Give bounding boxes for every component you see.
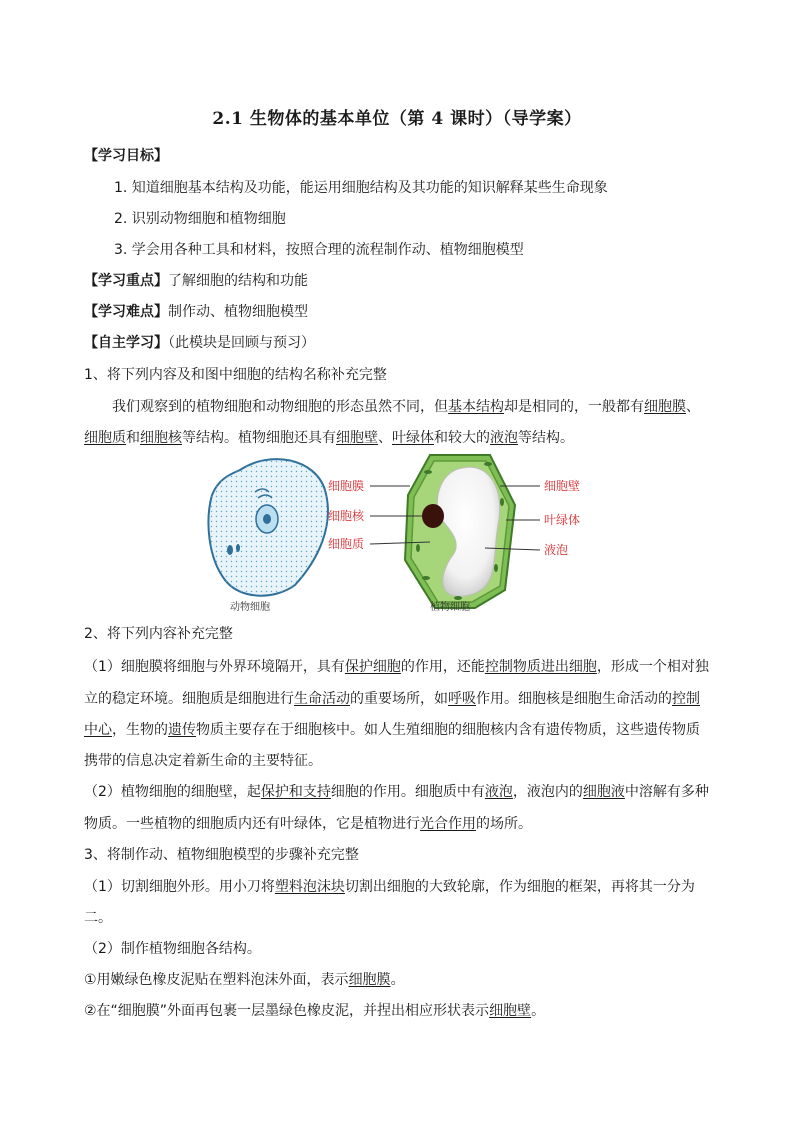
- text-span: 立的稳定环境。细胞质是细胞进行: [84, 691, 294, 707]
- text-span: （1）细胞膜将细胞与外界环境隔开，具有: [84, 659, 345, 675]
- answer-blank: 保护和支持: [260, 784, 331, 800]
- label-chloroplast: 叶绿体: [544, 513, 581, 527]
- answer-blank: 光合作用: [420, 816, 476, 832]
- q1-line-2: [84, 427, 574, 447]
- answer-blank: 呼吸: [448, 691, 476, 707]
- answer-blank: 液泡: [490, 430, 518, 446]
- text-span: 物质。一些植物的细胞质内还有叶绿体，它是植物进行: [84, 816, 420, 832]
- caption-plant: 植物细胞: [430, 602, 470, 613]
- text-span: （1）切割细胞外形。用小刀将: [84, 879, 275, 895]
- q2-p1-line-2: [84, 688, 700, 708]
- key-point-label: 【学习重点】: [84, 273, 168, 289]
- answer-blank: 塑料泡沫块: [274, 879, 345, 895]
- answer-blank: 控制物质进出细胞: [484, 659, 597, 675]
- text-span: 。: [531, 1003, 546, 1019]
- text-span: 、: [686, 399, 700, 415]
- q3-heading: 3、将制作动、植物细胞模型的步骤补充完整: [84, 847, 359, 863]
- answer-blank: 基本结构: [448, 399, 504, 415]
- self-study-text: （此模块是回顾与预习）: [168, 335, 315, 351]
- text-span: 物质主要存在于细胞核中。如人生殖细胞的细胞核内含有遗传物质，这些遗传物质: [196, 722, 700, 738]
- self-study: [84, 332, 315, 352]
- q3-s2: （2）制作植物细胞各结构。: [84, 941, 261, 957]
- q1-line-1: [112, 396, 700, 416]
- text-span: 的作用，还能: [400, 659, 485, 675]
- text-span: 作用。细胞核是细胞生命活动的: [476, 691, 672, 707]
- text-span: （2）植物细胞的细胞壁，起: [84, 784, 261, 800]
- answer-blank: 细胞膜: [644, 399, 686, 415]
- text-span: ，液泡内的: [512, 784, 583, 800]
- difficulty-text: 制作动、植物细胞模型: [168, 304, 308, 320]
- text-span: 却是相同的，一般都有: [504, 399, 644, 415]
- goal-item-3: 3. 学会用各种工具和材料，按照合理的流程制作动、植物细胞模型: [114, 242, 524, 258]
- text-span: ，形成一个相对独: [596, 659, 709, 675]
- q2-p1-line-1: [84, 656, 709, 676]
- label-vacuole: 液泡: [544, 543, 569, 557]
- answer-blank: 中心: [84, 722, 112, 738]
- answer-blank: 控制: [672, 691, 700, 707]
- text-span: 的重要场所，如: [350, 691, 448, 707]
- cell-diagram: [200, 450, 600, 616]
- q3-s2-item-2: [84, 1000, 545, 1020]
- key-point: [84, 270, 308, 290]
- self-study-label: 【自主学习】: [84, 335, 168, 351]
- answer-blank: 细胞膜: [348, 972, 391, 988]
- text-span: ①用嫩绿色橡皮泥贴在塑料泡沫外面，表示: [84, 972, 349, 988]
- answer-blank: 液泡: [484, 784, 513, 800]
- label-cell-membrane: 细胞膜: [328, 479, 365, 493]
- answer-blank: 遗传: [168, 722, 196, 738]
- answer-blank: 细胞质: [84, 430, 126, 446]
- text-span: 和较大的: [434, 430, 490, 446]
- caption-animal: 动物细胞: [230, 602, 270, 613]
- q3-s2-item-1: [84, 969, 405, 989]
- q1-heading: 1、将下列内容及和图中细胞的结构名称补充完整: [84, 367, 387, 383]
- answer-blank: 细胞壁: [336, 430, 378, 446]
- goal-item-1: 1. 知道细胞基本结构及功能，能运用细胞结构及其功能的知识解释某些生命现象: [114, 180, 608, 196]
- answer-blank: 叶绿体: [392, 430, 434, 446]
- difficulty-label: 【学习难点】: [84, 304, 168, 320]
- answer-blank: 细胞核: [140, 430, 182, 446]
- text-span: 等结构。植物细胞还具有: [182, 430, 336, 446]
- text-span: 细胞的作用。细胞质中有: [330, 784, 485, 800]
- q2-p2-line-2: [84, 813, 532, 833]
- label-nucleus: 细胞核: [328, 509, 365, 523]
- answer-blank: 细胞液: [582, 784, 625, 800]
- label-cell-wall: 细胞壁: [544, 479, 581, 493]
- q2-p1-line-4: 携带的信息决定着新生命的主要特征。: [84, 753, 322, 769]
- answer-blank: 细胞壁: [489, 1003, 532, 1019]
- plant-nucleus: [422, 504, 444, 528]
- text-span: 的场所。: [476, 816, 532, 832]
- animal-cell: [208, 459, 327, 596]
- goal-item-2: 2. 识别动物细胞和植物细胞: [114, 211, 286, 227]
- answer-blank: 保护细胞: [344, 659, 401, 675]
- key-point-text: 了解细胞的结构和功能: [168, 273, 308, 289]
- text-span: 和: [126, 430, 140, 446]
- q3-s1-line-2: 二。: [84, 910, 112, 926]
- text-span: ②在“细胞膜”外面再包裹一层墨绿色橡皮泥，并捏出相应形状表示: [84, 1003, 490, 1019]
- answer-blank: 生命活动: [294, 691, 350, 707]
- plant-cell: [405, 455, 515, 608]
- q2-heading: 2、将下列内容补充完整: [84, 626, 233, 642]
- q2-p2-line-1: [84, 781, 709, 801]
- goals-header: 【学习目标】: [84, 148, 168, 164]
- text-span: 。: [390, 972, 405, 988]
- label-cytoplasm: 细胞质: [328, 537, 365, 551]
- text-span: ，生物的: [112, 722, 168, 738]
- q3-s1-line-1: [84, 876, 695, 896]
- text-span: 、: [378, 430, 392, 446]
- text-span: 等结构。: [518, 430, 574, 446]
- q2-p1-line-3: [84, 719, 700, 739]
- difficulty: [84, 301, 308, 321]
- text-span: 切割出细胞的大致轮廓，作为细胞的框架，再将其一分为: [344, 879, 695, 895]
- text-span: 中溶解有多种: [624, 784, 709, 800]
- text-span: 我们观察到的植物细胞和动物细胞的形态虽然不同，但: [112, 399, 448, 415]
- page-title: 2.1 生物体的基本单位（第 4 课时）（导学案）: [212, 109, 582, 129]
